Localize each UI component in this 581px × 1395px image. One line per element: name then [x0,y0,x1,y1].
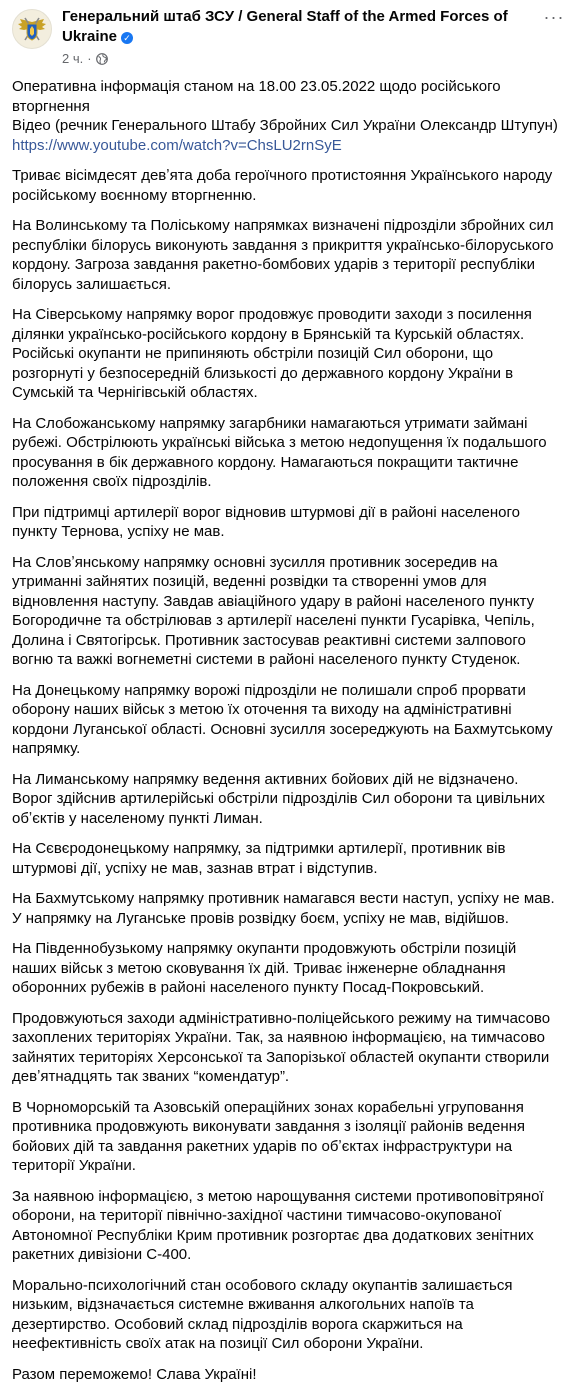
post-paragraph: На Донецькому напрямку ворожі підрозділи не полишали спроб прорвати оборону наших військ з метою їх оточення та виходу на адміністративні кордони Луганської області. Основні зусилля зосереджують на Бахмутському напрямку. [12,681,553,757]
post-closing: Разом переможемо! Слава Україні! [12,1365,257,1383]
post-paragraph: При підтримці артилерії ворог відновив штурмові дії в районі населеного пункту Тернова, успіху не мав. [12,503,521,540]
post-paragraph: На Словʼянському напрямку основні зусилля противник зосередив на утриманні зайнятих позицій, веденні розвідки та створенні умов для відновлення наступу. Завдав авіаційного удару в районі населеного пункту Богородичне та обстрілював з артилерії населені пункти Гусарівка, Чепіль, Долина і Святогірськ. Противник застосував реактивні системи залпового вогню та важкі вогнеметні системи в районі населеного пункту Студенок. [12,553,535,668]
post-paragraph: Морально-психологічний стан особового складу окупантів залишається низьким, відзначається системне вживання алкогольних напоїв та дезертирство. Особовий склад підрозділів ворога скаржиться на неефективність своїх атак на позиції Сил оборони України. [12,1276,513,1352]
post-header [12,6,572,66]
post-paragraph: На Сіверському напрямку ворог продовжує проводити заходи з посилення ділянки українсько-російського кордону в Брянській та Курській областях. Російські окупанти не припиняють обстріли позицій Сил оборони, що розгорнуті у безпосередній близькості до державного кордону України в Сумській та Чернігівській областях. [12,306,532,401]
post-body [12,77,560,1395]
verified-badge-icon: ✓ [121,32,133,44]
intro-line-1: Оперативна інформація станом на 18.00 23.05.2022 щодо російського вторгнення [12,78,501,115]
page-avatar[interactable] [12,9,52,49]
post-paragraph: В Чорноморській та Азовській операційних зонах корабельні угруповання противника продовжують виконувати завдання з ізоляції районів ведення бойових дій та завдання ракетних ударів по обʼєктах інфраструктури на території України. [12,1098,526,1174]
more-options-icon[interactable]: ··· [543,7,565,27]
post-paragraph: Продовжуються заходи адміністративно-поліцейського режиму на тимчасово захоплених територіях України. Так, за наявною інформацією, на тимчасово зайнятих територіях Херсонської та Запорізької областей окупанти створили девʼятнадцять так званих “комендатур”. [12,1009,551,1085]
post-paragraph: За наявною інформацією, з метою нарощування системи противоповітряної оборони, на території північно-західної частини тимчасово-окупованої Автономної Республіки Крим противник розгортає два додаткових зенітних ракетних дивізіони С-400. [12,1187,544,1263]
meta-separator: · [87,51,92,66]
page-name-link[interactable] [62,7,532,47]
post-paragraph: Триває вісімдесят девʼята доба героїчного протистояння Українського народу російському воєнному вторгненню. [12,167,553,204]
page-name[interactable]: Генеральний штаб ЗСУ / General Staff of the Armed Forces of Ukraine [62,8,508,45]
post-paragraph: На Південнобузькому напрямку окупанти продовжують обстріли позицій наших військ з метою сковування їх дій. Триває інженерне обладнання оборонних рубежів в районі населеного пункту Посад-Покровський. [12,940,517,996]
post-timestamp[interactable]: 2 ч. [62,51,84,66]
post-meta [62,51,108,69]
post-intro [12,77,560,155]
post-paragraph: На Слобожанському напрямку загарбники намагаються утримати займані рубежі. Обстрілюють українські війська з метою недопущення їх подальшого просування в бік державного кордону. Намагаються покращити тактичне положення своїх підрозділів. [12,414,547,490]
post-paragraph: На Лиманському напрямку ведення активних бойових дій не відзначено. Ворог здійснив артилерійські обстріли підрозділів Сил оборони та цивільних обʼєктів у населеному пункті Лиман. [12,770,545,827]
post-paragraph: На Волинському та Поліському напрямках визначені підрозділи збройних сил республіки білорусь виконують завдання з прикриття українсько-білоруського кордону. Загроза завдання ракетно-бомбових ударів з території республіки білорусь залишається. [12,217,554,293]
globe-icon [96,53,108,69]
youtube-link[interactable]: https://www.youtube.com/watch?v=ChsLU2rnSyE [12,136,342,154]
intro-line-2: Відео (речник Генерального Штабу Збройних Сил України Олександр Штупун) [12,117,558,134]
post-paragraph: На Бахмутському напрямку противник намагався вести наступ, успіху не мав. У напрямку на Луганське провів розвідку боєм, успіху не мав, відійшов. [12,890,555,927]
post-paragraph: На Сєвєродонецькому напрямку, за підтримки артилерії, противник вів штурмові дії, успіху не мав, зазнав втрат і відступив. [12,840,506,877]
armed-forces-emblem-icon [13,10,51,48]
